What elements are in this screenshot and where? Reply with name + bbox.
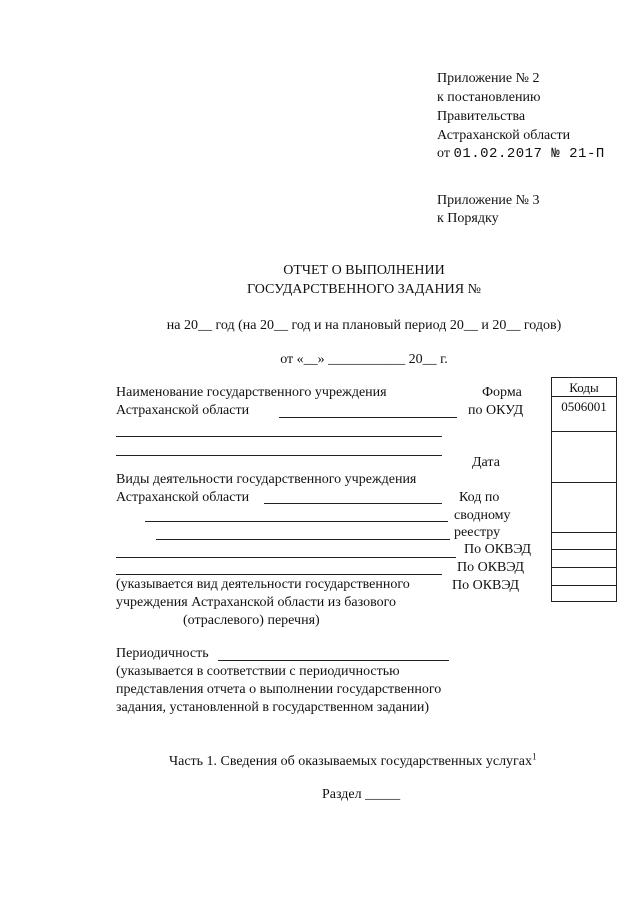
institution-label-2: Астраханской области [116,403,250,418]
periodicity-field[interactable] [218,660,449,661]
okud-code-value: 0506001 [561,399,607,414]
okved-code-cell-2[interactable] [552,549,616,550]
activity-note-3: (отраслевого) перечня) [183,613,320,628]
activity-note-1: (указывается вид деятельности государственного [116,577,410,592]
periodicity-note-1: (указывается в соответствии с периодичностью [116,664,400,679]
activities-field-1[interactable] [264,503,442,504]
institution-name-field[interactable] [279,417,457,418]
activities-field-5[interactable] [116,574,442,575]
codes-box [551,377,617,602]
okved-label-3: По ОКВЭД [452,578,520,593]
forma-label: Форма [482,385,522,400]
report-title-line2: ГОСУДАРСТВЕННОГО ЗАДАНИЯ № [247,282,481,297]
codes-header: Коды [569,380,599,395]
periodicity-note-2: представления отчета о выполнении государственного [116,682,442,697]
okved-label-1: По ОКВЭД [464,542,532,557]
okved-label-2: По ОКВЭД [457,560,525,575]
date-prefix: от [437,146,450,161]
date-code-cell[interactable] [552,431,616,432]
activities-field-2[interactable] [145,521,448,522]
institution-name-field-3[interactable] [116,455,442,456]
footnote-mark: 1 [532,751,537,762]
svod-label-2: сводному [454,508,511,523]
periodicity-note-3: задания, установленной в государственном задании) [116,700,430,715]
okud-label: по ОКУД [468,403,524,418]
report-period: на 20__ год (на 20__ год и на плановый период 20__ и 20__ годов) [166,318,562,333]
report-title-line1: ОТЧЕТ О ВЫПОЛНЕНИИ [283,263,445,278]
institution-name-field-2[interactable] [116,436,442,437]
svod-label-3: реестру [454,525,501,540]
appendix-2-date [437,145,605,163]
report-date-line: от «__» ___________ 20__ г. [280,352,448,367]
part-1-title-text: Часть 1. Сведения об оказываемых государственных услугах [169,754,533,769]
svod-label-1: Код по [459,490,500,505]
institution-label-1: Наименование государственного учреждения [116,385,387,400]
okved-code-cell-3[interactable] [552,567,616,568]
date-stamp: 01.02.2017 № 21-П [453,146,605,162]
svod-code-cell[interactable] [552,482,616,483]
codes-divider [552,396,616,397]
appendix-3-line2: к Порядку [437,211,499,226]
activities-field-3[interactable] [156,539,450,540]
periodicity-label: Периодичность [116,646,209,661]
section-label: Раздел _____ [322,787,401,802]
appendix-2-line1: Приложение № 2 [437,71,540,86]
activities-field-4[interactable] [116,557,456,558]
date-label: Дата [472,455,500,470]
appendix-2-line4: Астраханской области [437,128,571,143]
codes-last-cell[interactable] [552,585,616,586]
appendix-2-line3: Правительства [437,109,526,124]
activities-label-2: Астраханской области [116,490,250,505]
activities-label-1: Виды деятельности государственного учреждения [116,472,417,487]
activity-note-2: учреждения Астраханской области из базового [116,595,396,610]
appendix-3-line1: Приложение № 3 [437,193,540,208]
part-1-title [169,753,537,771]
okved-code-cell-1[interactable] [552,532,616,533]
appendix-2-line2: к постановлению [437,90,541,105]
